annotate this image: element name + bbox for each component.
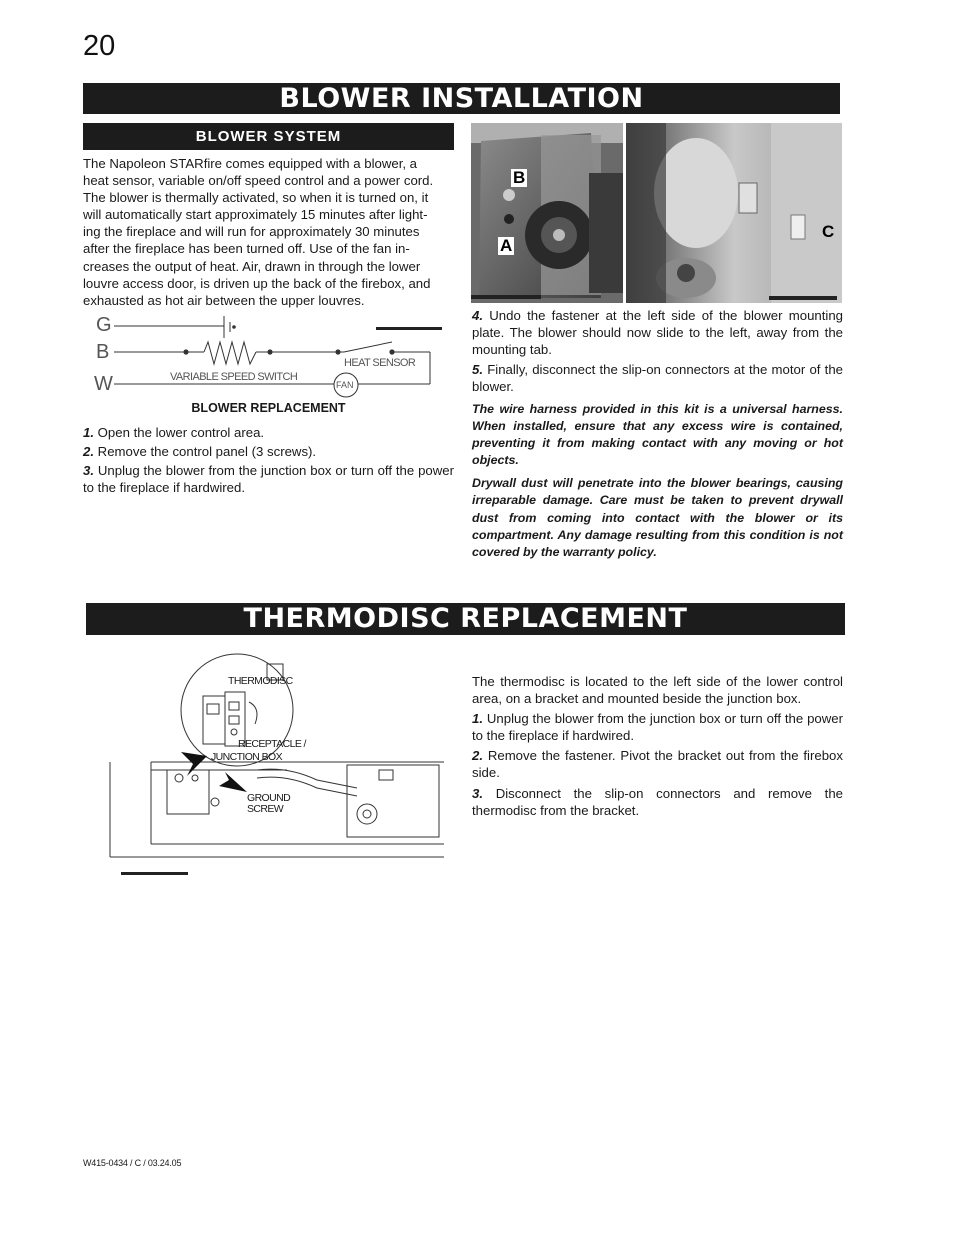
blower-warnings bbox=[472, 401, 843, 561]
thermodisc-replacement-title: THERMODISC REPLACEMENT bbox=[86, 603, 845, 635]
step-text: Open the lower control area. bbox=[97, 425, 265, 440]
step-number: 2. bbox=[83, 444, 94, 460]
heat-sensor-label: HEAT SENSOR bbox=[344, 357, 416, 369]
photo-label-c: C bbox=[822, 222, 835, 241]
step-text: Unplug the blower from the junction box or turn off the power to the fireplace if hardwired. bbox=[472, 711, 843, 744]
wire-harness-warning: The wire harness provided in this kit is a universal harness. When installed, ensure that any excess wire is contained, preventing it from making contact with any moving or hot objects. bbox=[472, 402, 843, 468]
step-number: 4. bbox=[472, 308, 483, 323]
thermodisc-text bbox=[472, 673, 843, 819]
thermodisc-intro: The thermodisc is located to the left side of the lower control area, on a bracket and mounted beside the junction box. bbox=[472, 674, 843, 707]
step-number: 3. bbox=[472, 785, 483, 801]
step-item bbox=[472, 747, 843, 781]
text-line: ing the fireplace and will run for approximately 30 minutes bbox=[83, 224, 420, 240]
step-item bbox=[83, 443, 454, 460]
variable-speed-switch-label: VARIABLE SPEED SWITCH bbox=[170, 371, 298, 383]
step-text: Disconnect the slip-on connectors and remove the thermodisc from the bracket. bbox=[472, 785, 843, 818]
step-item bbox=[472, 710, 843, 744]
page-number: 20 bbox=[83, 30, 116, 62]
step-number: 1. bbox=[83, 425, 94, 440]
blower-replacement-caption: BLOWER REPLACEMENT bbox=[191, 401, 346, 415]
document-footer-code: W415-0434 / C / 03.24.05 bbox=[83, 1158, 182, 1168]
wiring-diagram bbox=[92, 312, 448, 400]
blower-steps-left bbox=[83, 424, 454, 496]
text-line: louvre access door, is driven up the back of the firebox, and bbox=[83, 275, 431, 291]
text-line: exhausted as hot air between the upper louvres. bbox=[83, 292, 365, 308]
wire-b-label: B bbox=[96, 341, 110, 363]
thermodisc-diagram bbox=[107, 652, 447, 877]
blower-photos bbox=[471, 123, 842, 303]
wire-w-label: W bbox=[94, 373, 113, 395]
step-item bbox=[472, 785, 843, 819]
step-number: 2. bbox=[472, 748, 483, 764]
drywall-dust-warning: Drywall dust will penetrate into the blower bearings, causing irreparable damage. Care must be taken to prevent drywall dust from coming into contact with the blower or its compartment. Any damage resulting from this condition is not covered by the warranty policy. bbox=[472, 476, 843, 559]
step-text: Unplug the blower from the junction box or turn off the power to the fireplace if hardwired. bbox=[83, 463, 454, 496]
step-number: 1. bbox=[472, 711, 483, 727]
receptacle-label-line-2: JUNCTION BOX bbox=[211, 751, 282, 763]
receptacle-label-line-1: RECEPTACLE / bbox=[238, 738, 306, 750]
fan-label: FAN bbox=[336, 380, 354, 390]
blower-system-heading: BLOWER SYSTEM bbox=[83, 123, 454, 150]
step-item bbox=[472, 307, 843, 358]
text-line: after the fireplace has been turned off. Use of the fan in- bbox=[83, 241, 410, 257]
blower-system-text bbox=[83, 155, 454, 309]
step-text: Undo the fastener at the left side of the blower mounting plate. The blower should now slide to the left, away from the mounting tab. bbox=[472, 308, 843, 358]
step-text: Finally, disconnect the slip-on connectors at the motor of the blower. bbox=[472, 362, 843, 395]
ground-screw-label-line-1: GROUND bbox=[247, 792, 291, 804]
step-number: 3. bbox=[83, 463, 94, 479]
blower-photo-graphic bbox=[471, 123, 842, 303]
text-line: heat sensor, variable on/off speed control and a power cord. bbox=[83, 173, 434, 189]
blower-installation-title: BLOWER INSTALLATION bbox=[83, 83, 840, 114]
text-line: The Napoleon STARfire comes equipped with a blower, a bbox=[83, 156, 418, 171]
step-item bbox=[83, 462, 454, 496]
wiring-diagram-lines bbox=[92, 312, 448, 400]
step-number: 5. bbox=[472, 362, 483, 378]
step-text: Remove the fastener. Pivot the bracket out from the firebox side. bbox=[472, 748, 843, 781]
step-text: Remove the control panel (3 screws). bbox=[97, 444, 317, 460]
ground-screw-label-line-2: SCREW bbox=[247, 803, 284, 815]
step-item bbox=[472, 361, 843, 395]
step-item bbox=[83, 424, 454, 441]
text-line: will automatically start approximately 15 minutes after light- bbox=[83, 207, 428, 223]
text-line: creases the output of heat. Air, drawn in through the lower bbox=[83, 258, 421, 274]
photo-label-a: A bbox=[500, 236, 513, 255]
photo-label-b: B bbox=[513, 168, 526, 187]
text-line: The blower is thermally activated, so when it is turned on, it bbox=[83, 190, 429, 206]
thermodisc-label: THERMODISC bbox=[228, 675, 293, 687]
blower-steps-right bbox=[472, 307, 843, 395]
wire-g-label: G bbox=[96, 314, 112, 336]
